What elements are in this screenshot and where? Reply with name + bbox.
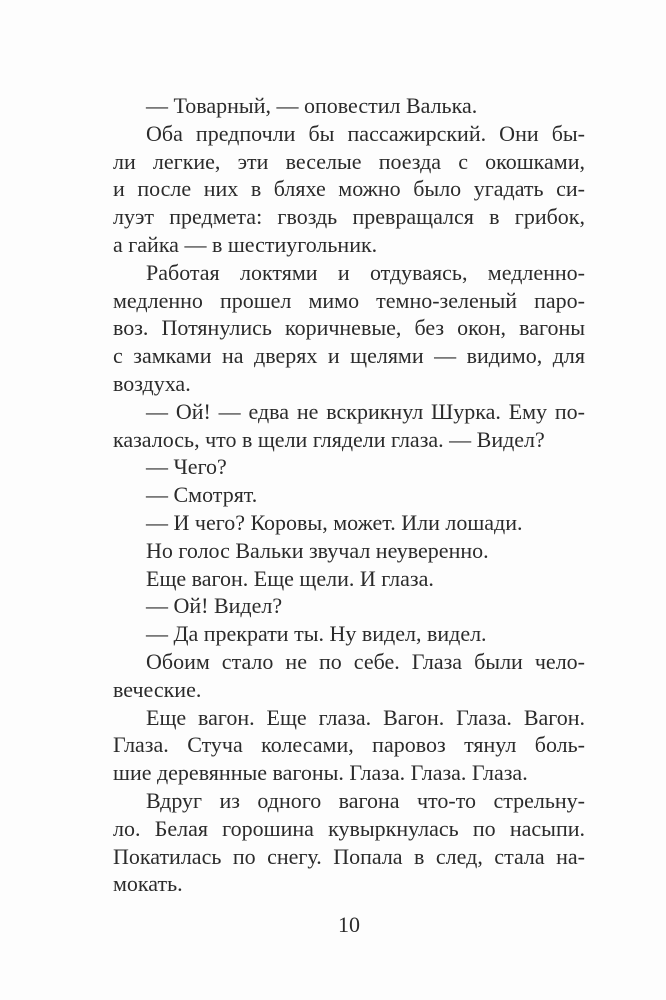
paragraph (113, 620, 585, 648)
text-line: Вдруг из одного вагона что-то стрельну- (146, 787, 585, 813)
text-line: медленно прошел мимо темно-зеленый паро- (113, 287, 585, 313)
paragraph (113, 481, 585, 509)
text-line: Но голос Вальки звучал неуверенно. (146, 537, 489, 563)
text-line: — Смотрят. (146, 482, 258, 508)
text-line: — Да прекрати ты. Ну видел, видел. (146, 621, 487, 647)
text-line: воздуха. (113, 370, 191, 396)
paragraph (113, 565, 585, 593)
text-line: Глаза. Стуча колесами, паровоз тянул боль- (113, 732, 585, 758)
paragraph (113, 648, 585, 704)
paragraph (113, 787, 585, 898)
text-line: Еще вагон. Еще щели. И глаза. (146, 565, 434, 591)
paragraph (113, 398, 585, 454)
paragraph (113, 453, 585, 481)
paragraph (113, 92, 585, 120)
text-line: — Чего? (146, 454, 227, 480)
text-line: ло. Белая горошина кувыркнулась по насыпи. (113, 815, 585, 841)
text-line: Покатилась по снегу. Попала в след, стала на- (113, 843, 585, 869)
page-text-block (113, 92, 585, 898)
text-line: мокать. (113, 871, 183, 897)
text-line: с замками на дверях и щелями — видимо, для (113, 343, 585, 369)
paragraph (113, 259, 585, 398)
text-line: луэт предмета: гвоздь превращался в грибок, (113, 204, 585, 230)
text-line: — Ой! Видел? (146, 593, 283, 619)
text-line: — И чего? Коровы, может. Или лошади. (146, 509, 523, 535)
text-line: а гайка — в шестиугольник. (113, 231, 378, 257)
text-line: веческие. (113, 676, 202, 702)
paragraph (113, 704, 585, 787)
paragraph (113, 509, 585, 537)
text-line: воз. Потянулись коричневые, без окон, вагоны (113, 315, 585, 341)
text-line: Обоим стало не по себе. Глаза были чело- (146, 648, 585, 674)
text-line: и после них в бляхе можно было угадать си- (113, 176, 585, 202)
text-line: — Ой! — едва не вскрикнул Шурка. Ему по- (146, 398, 585, 424)
page-number: 10 (338, 912, 360, 937)
text-line: Еще вагон. Еще глаза. Вагон. Глаза. Вагон. (146, 704, 585, 730)
paragraph (113, 120, 585, 259)
text-line: — Товарный, — оповестил Валька. (146, 93, 478, 118)
text-line: шие деревянные вагоны. Глаза. Глаза. Глаза. (113, 760, 528, 786)
text-line: ли легкие, эти веселые поезда с окошками, (113, 148, 585, 174)
paragraph (113, 592, 585, 620)
text-line: Оба предпочли бы пассажирский. Они бы- (146, 120, 585, 146)
text-line: казалось, что в щели глядели глаза. — Видел? (113, 426, 545, 452)
paragraph (113, 537, 585, 565)
text-line: Работая локтями и отдуваясь, медленно- (146, 259, 585, 285)
